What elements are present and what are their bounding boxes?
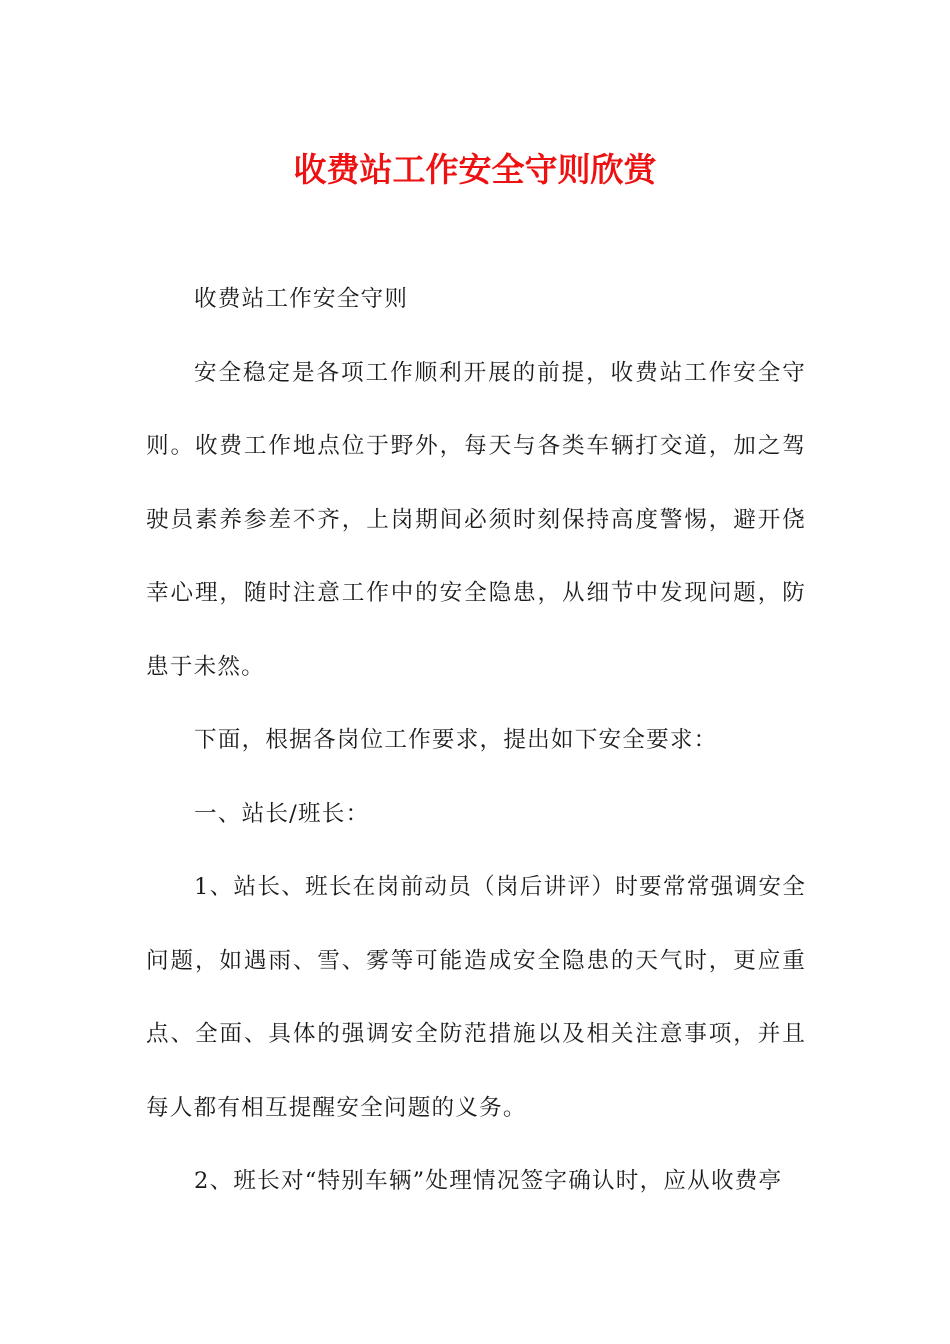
document-body <box>146 263 806 1219</box>
paragraph-requirements-lead: 下面，根据各岗位工作要求，提出如下安全要求： <box>194 727 718 753</box>
document-title: 收费站工作安全守则欣赏 <box>293 150 657 189</box>
section-heading-station-master: 一、站长/班长： <box>194 800 370 827</box>
paragraph-item-2: 2、班长对“特别车辆”处理情况签字确认时，应从收费亭 <box>194 1168 783 1194</box>
paragraph-item-1: 1、站长、班长在岗前动员（岗后讲评）时要常常强调安全问题，如遇雨、雪、雾等可能造成安全隐患的天气时，更应重点、全面、具体的强调安全防范措施以及相关注意事项，并且每人都有相互提醒安全问题的义务。 <box>146 874 806 1121</box>
paragraph-subtitle: 收费站工作安全守则 <box>194 286 409 312</box>
paragraph-intro: 安全稳定是各项工作顺利开展的前提，收费站工作安全守则。收费工作地点位于野外，每天与各类车辆打交道，加之驾驶员素养参差不齐，上岗期间必须时刻保持高度警惕，避开侥幸心理，随时注意工作中的安全隐患，从细节中发现问题，防患于未然。 <box>146 359 806 680</box>
